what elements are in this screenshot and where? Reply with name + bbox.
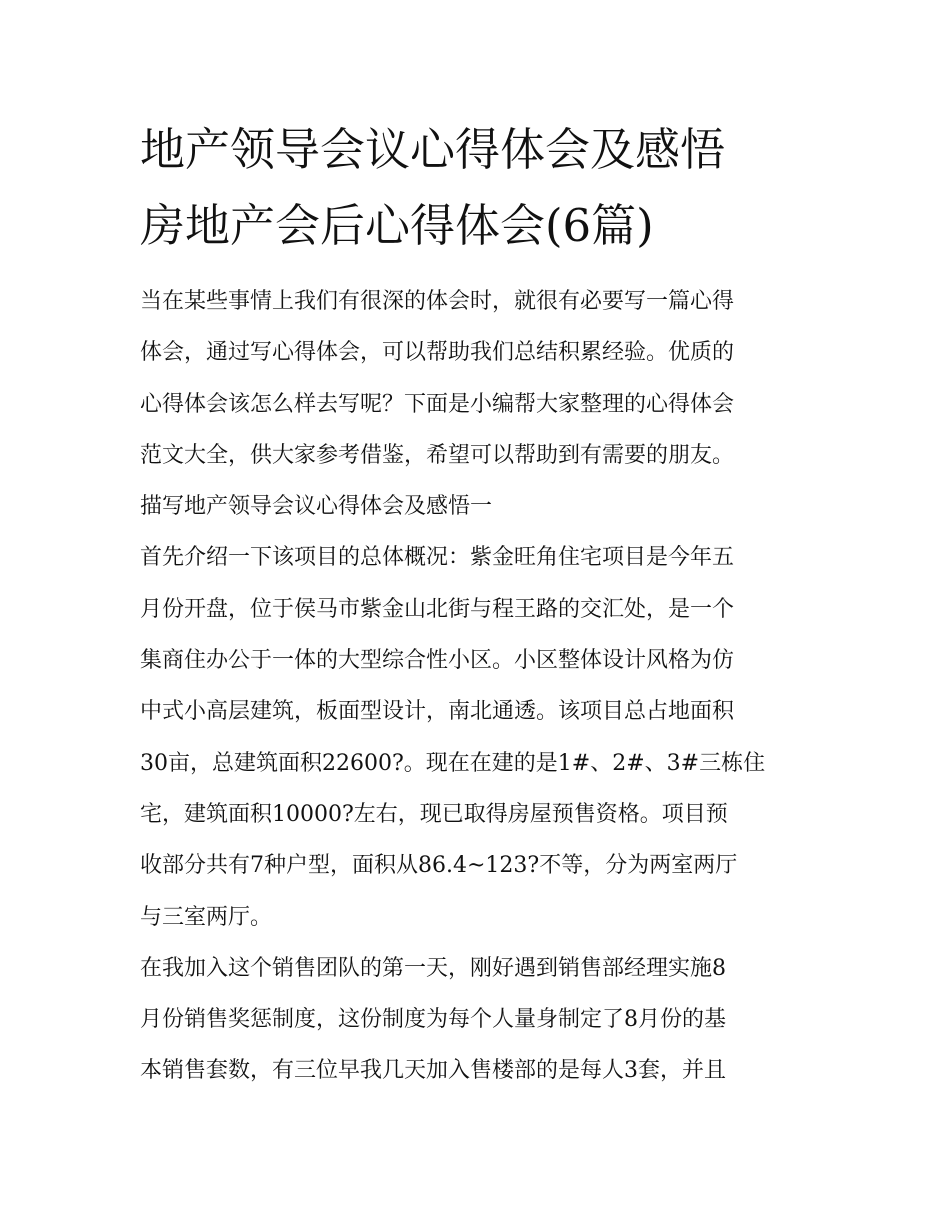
body-line: 当在某些事情上我们有很深的体会时，就很有必要写一篇心得: [140, 289, 735, 314]
body-line: 本销售套数，有三位早我几天加入售楼部的是每人3套，并且: [140, 1058, 726, 1084]
body-line: 宅，建筑面积10000?左右，现已取得房屋预售资格。项目预: [140, 801, 728, 827]
body-line: 首先介绍一下该项目的总体概况：紫金旺角住宅项目是今年五: [140, 545, 735, 571]
body-line: 心得体会该怎么样去写呢？下面是小编帮大家整理的心得体会: [140, 391, 735, 417]
body-line: 范文大全，供大家参考借鉴，希望可以帮助到有需要的朋友。: [140, 442, 735, 468]
body-line: 集商住办公于一体的大型综合性小区。小区整体设计风格为仿: [140, 648, 735, 674]
title-line: 地产领导会议心得体会及感悟: [140, 123, 726, 176]
body-line: 月份开盘，位于侯马市紫金山北街与程王路的交汇处，是一个: [140, 596, 735, 622]
body-line: 月份销售奖惩制度，这份制度为每个人量身制定了8月份的基: [140, 1007, 726, 1033]
body-line: 中式小高层建筑，板面型设计，南北通透。该项目总占地面积: [140, 699, 735, 725]
section-heading: 描写地产领导会议心得体会及感悟一: [140, 494, 493, 520]
body-line: 与三室两厅。: [140, 904, 273, 930]
body-line: 30亩，总建筑面积22600?。现在在建的是1#、2#、3#三栋住: [140, 750, 766, 776]
document-title: [140, 112, 830, 264]
body-line: 体会，通过写心得体会，可以帮助我们总结积累经验。优质的: [140, 340, 735, 366]
title-line: 房地产会后心得体会(6篇): [140, 199, 654, 252]
body-line: 收部分共有7种户型，面积从86.4~123?不等，分为两室两厅: [140, 853, 738, 879]
document-body: [140, 276, 830, 1097]
body-line: 在我加入这个销售团队的第一天，刚好遇到销售部经理实施8: [140, 955, 726, 981]
